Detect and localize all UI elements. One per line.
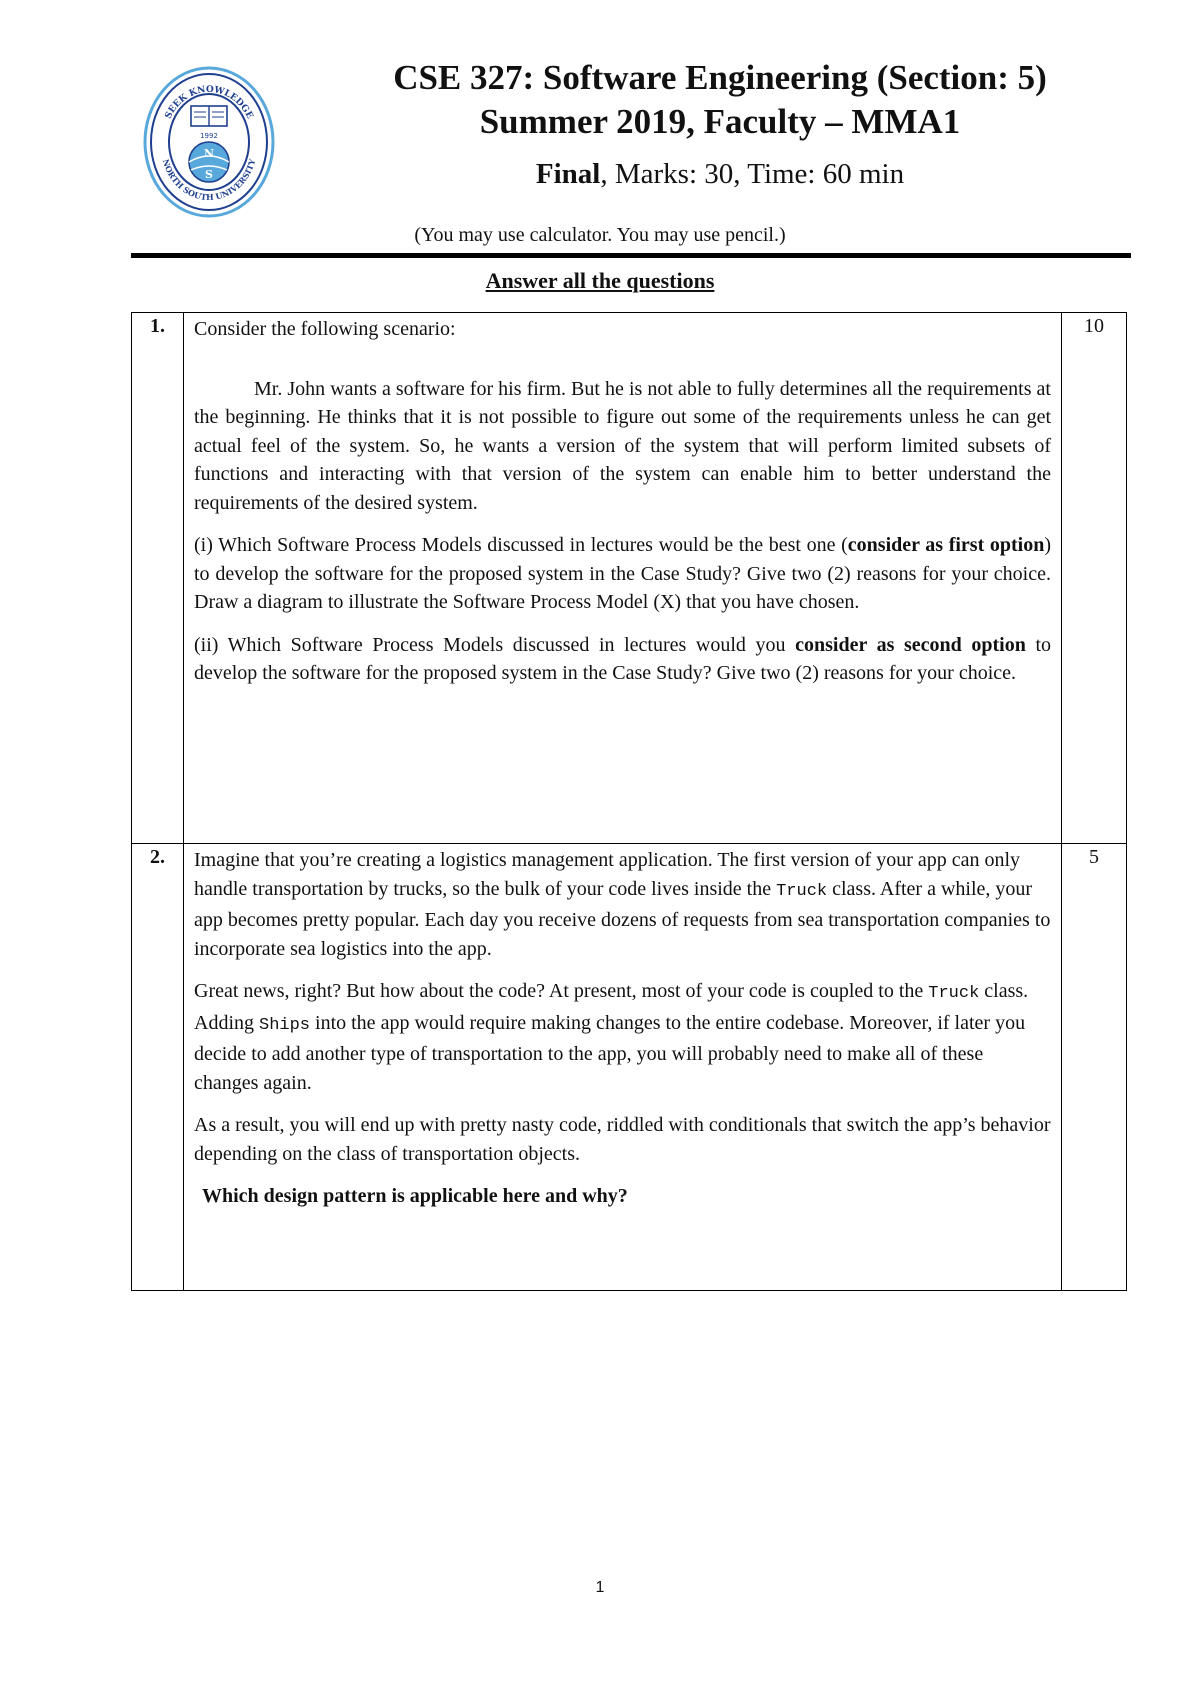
question-body	[184, 313, 1062, 844]
part-i-text-end: ) to develop the software for the proposed system in the Case Study? Give two (2) reasons for your choice. Draw a diagram to illustrate the Software Process Model (X) that you have chosen.	[194, 534, 1051, 613]
exam-info	[300, 158, 1140, 191]
university-logo	[143, 66, 275, 218]
logo-letter-s: S	[205, 168, 213, 181]
header-divider	[131, 253, 1131, 258]
question-paragraph	[194, 846, 1051, 963]
question-scenario: Mr. John wants a software for his firm. But he is not able to fully determines all the requirements at the beginning. He thinks that it is not possible to figure out some of the requirements unless he can get actual feel of the system. So, he wants a version of the system that will perform limited subsets of functions and interacting with that version of the system can enable him to better understand the requirements of the desired system.	[194, 377, 1051, 514]
code-term: Truck	[776, 881, 828, 901]
logo-bottom-text: NORTH SOUTH UNIVERSITY	[160, 157, 258, 203]
spacer	[194, 358, 1051, 375]
exam-type: Final	[535, 158, 601, 190]
logo-top-text: SEEK KNOWLEDGE	[163, 84, 255, 121]
term-faculty-title: Summer 2019, Faculty – MMA1	[479, 102, 961, 141]
paragraph-text: Imagine that you’re creating a logistics management application. The first version of your app can only handle transportation by trucks, so the bulk of your code lives inside the	[194, 849, 1021, 900]
question-intro: Consider the following scenario:	[194, 318, 456, 340]
part-ii-text: (ii) Which Software Process Models discussed in lectures would you	[194, 633, 796, 656]
part-i-emphasis: consider as first option	[847, 534, 1045, 556]
question-part-i	[194, 531, 1051, 617]
question-row	[132, 844, 1127, 1291]
paragraph-text-mid: class. Adding	[194, 980, 1029, 1034]
logo-year: 1992	[200, 132, 218, 140]
question-prompt: Which design pattern is applicable here and why?	[202, 1185, 628, 1207]
question-table	[131, 312, 1127, 1291]
university-seal-icon	[143, 66, 275, 218]
code-term: Ships	[259, 1015, 311, 1035]
question-number: 2.	[132, 844, 184, 1291]
paragraph-text-end: into the app would require making changes to the entire codebase. Moreover, if later you decide to add another type of transportation to the app, you will probably need to make all of these changes again.	[194, 1011, 1026, 1094]
question-body	[184, 844, 1062, 1291]
question-row	[132, 313, 1127, 844]
question-number: 1.	[132, 313, 184, 844]
course-title: CSE 327: Software Engineering (Section: 5)	[393, 58, 1047, 97]
question-paragraph: As a result, you will end up with pretty nasty code, riddled with conditionals that switch the app’s behavior depending on the class of transportation objects.	[194, 1114, 1051, 1165]
part-ii-text-end: to develop the software for the proposed system in the Case Study? Give two (2) reasons for your choice.	[194, 633, 1052, 684]
paragraph-text: Great news, right? But how about the code? At present, most of your code is coupled to the	[194, 980, 929, 1002]
code-term: Truck	[928, 984, 980, 1003]
exam-details: , Marks: 30, Time: 60 min	[600, 158, 905, 190]
paragraph-text-end: class. After a while, your app becomes pretty popular. Each day you receive dozens of requests from sea transportation companies to incorporate sea logistics into the app.	[194, 877, 1051, 960]
instruction: Answer all the questions	[485, 268, 715, 293]
exam-note: (You may use calculator. You may use pencil.)	[414, 224, 786, 246]
page-number: 1	[595, 1579, 605, 1596]
question-part-ii	[194, 631, 1051, 688]
part-i-text: (i) Which Software Process Models discussed in lectures would be the best one (	[194, 534, 848, 556]
part-ii-emphasis: consider as second option	[795, 633, 1026, 656]
question-marks: 10	[1062, 313, 1127, 844]
question-paragraph	[194, 977, 1051, 1097]
question-marks: 5	[1062, 844, 1127, 1291]
logo-letter-n: N	[203, 147, 215, 160]
